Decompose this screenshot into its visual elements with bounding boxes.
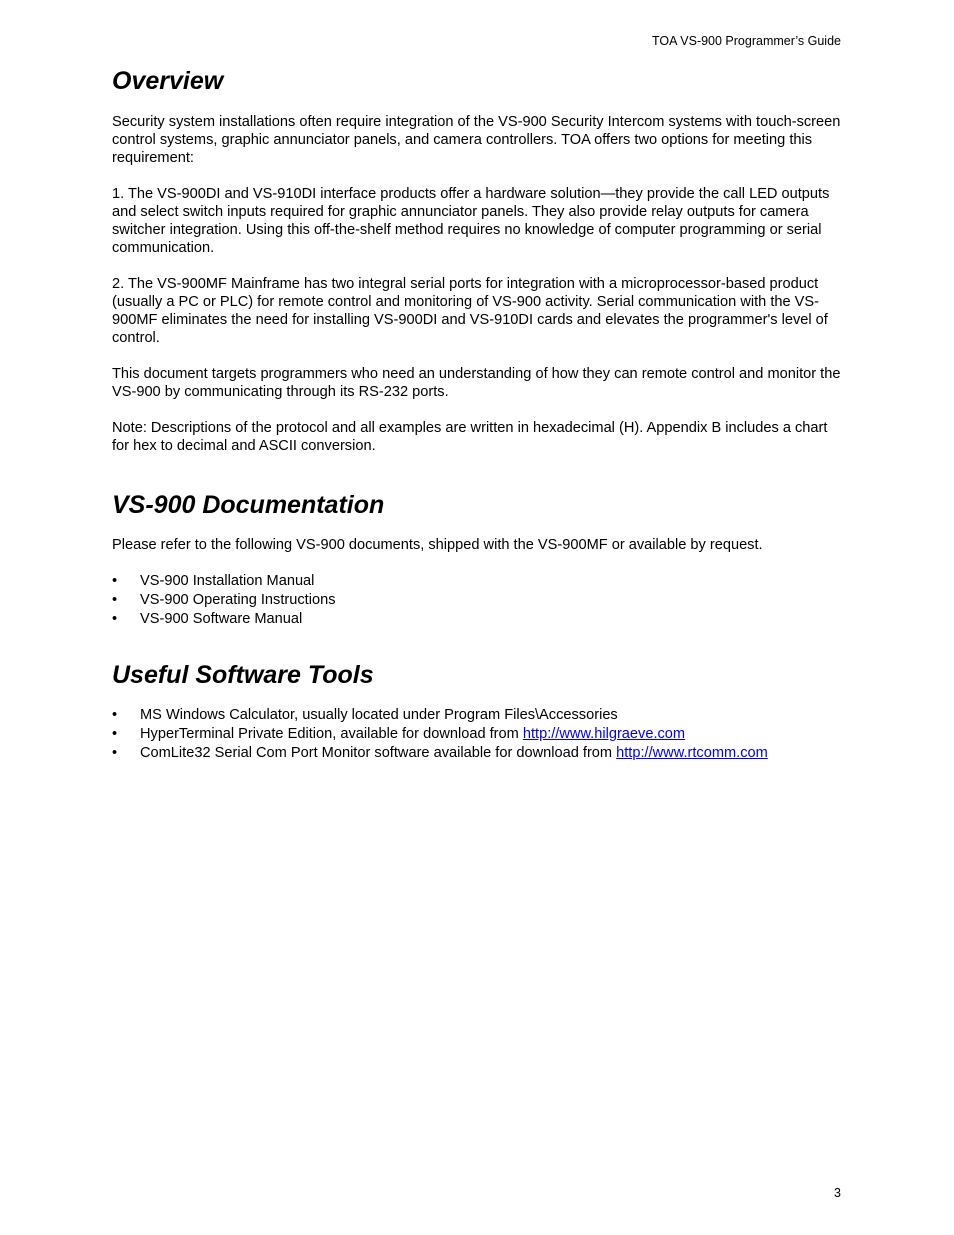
bullet-icon: •: [112, 611, 118, 627]
tools-section: [112, 658, 842, 763]
documentation-section: [112, 488, 842, 629]
documentation-list: [112, 572, 842, 629]
list-item: [112, 725, 842, 744]
rtcomm-link[interactable]: http://www.rtcomm.com: [616, 745, 768, 761]
overview-note: Note: Descriptions of the protocol and all examples are written in hexadecimal (H). Appendix B includes a chart for hex to decimal and ASCII conversion.: [112, 420, 828, 454]
list-item: [112, 706, 842, 725]
bullet-icon: •: [112, 707, 118, 723]
list-item: [112, 591, 842, 610]
tool-description: HyperTerminal Private Edition, available for download from: [140, 726, 523, 742]
tool-description: ComLite32 Serial Com Port Monitor software available for download from: [140, 745, 617, 761]
bullet-icon: •: [112, 592, 118, 608]
page-content: [112, 64, 842, 763]
document-title: VS-900 Installation Manual: [140, 573, 315, 589]
bullet-icon: •: [112, 726, 118, 742]
list-item: [112, 572, 842, 591]
overview-paragraph-1: Security system installations often require integration of the VS-900 Security Intercom systems with touch-screen control systems, graphic annunciator panels, and camera controllers. TOA offers two options for meeting this requirement:: [112, 114, 841, 166]
tools-heading: Useful Software Tools: [112, 661, 374, 689]
documentation-heading: VS-900 Documentation: [112, 491, 385, 519]
document-title: VS-900 Operating Instructions: [140, 592, 336, 608]
list-item: [112, 610, 842, 629]
overview-paragraph-2: 1. The VS-900DI and VS-910DI interface products offer a hardware solution—they provide the call LED outputs and select switch inputs required for graphic annunciator panels. They also provide relay outputs for camera switcher integration. Using this off-the-shelf method requires no knowledge of computer programming or serial communication.: [112, 186, 830, 256]
running-header: TOA VS-900 Programmer’s Guide: [652, 34, 841, 48]
document-title: VS-900 Software Manual: [140, 611, 303, 627]
overview-section: [112, 64, 842, 455]
bullet-icon: •: [112, 573, 118, 589]
hilgraeve-link[interactable]: http://www.hilgraeve.com: [522, 726, 686, 742]
overview-paragraph-3: 2. The VS-900MF Mainframe has two integral serial ports for integration with a microprocessor-based product (usually a PC or PLC) for remote control and monitoring of VS-900 activity. Serial communication with the VS-900MF eliminates the need for installing VS-900DI and VS-910DI cards and elevates the programmer's level of control.: [112, 276, 828, 346]
bullet-icon: •: [112, 745, 118, 761]
list-item: [112, 744, 842, 763]
documentation-intro: Please refer to the following VS-900 documents, shipped with the VS-900MF or available by request.: [112, 537, 763, 553]
overview-paragraph-4: This document targets programmers who need an understanding of how they can remote control and monitor the VS-900 by communicating through its RS-232 ports.: [112, 366, 841, 400]
tool-description: MS Windows Calculator, usually located under Program Files\Accessories: [140, 707, 618, 723]
page-number: 3: [834, 1186, 841, 1200]
overview-heading: Overview: [112, 67, 224, 95]
tools-list: [112, 706, 842, 763]
